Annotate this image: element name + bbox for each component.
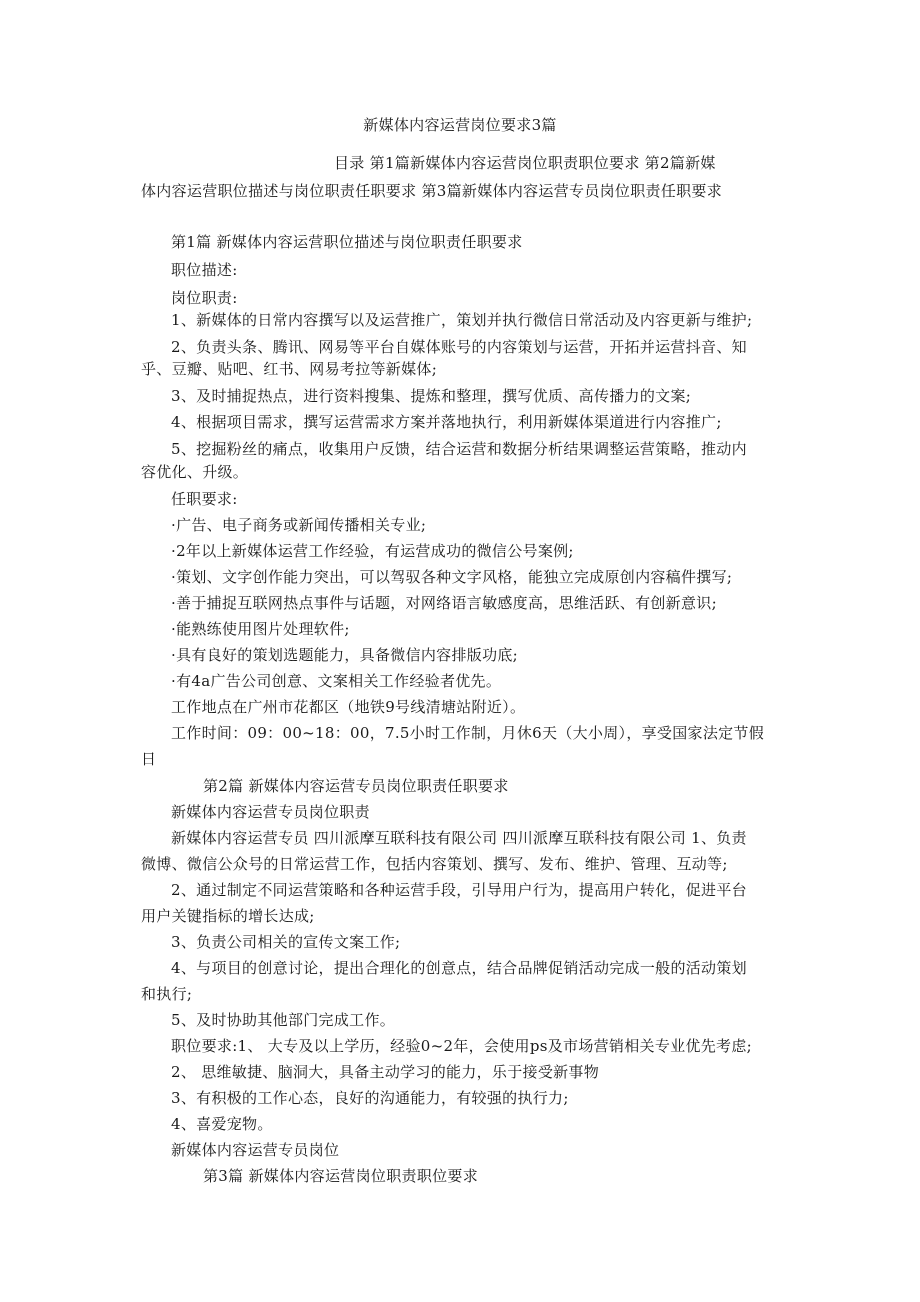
paragraph-line: 3、及时捕捉热点，进行资料搜集、提炼和整理，撰写优质、高传播力的文案;: [171, 387, 692, 405]
paragraph-line: 任职要求:: [171, 490, 238, 508]
paragraph-line: 乎、豆瓣、贴吧、红书、网易考拉等新媒体;: [141, 360, 438, 378]
document-title: 新媒体内容运营岗位要求3篇: [363, 116, 557, 134]
paragraph-line: ·有4a广告公司创意、文案相关工作经验者优先。: [171, 672, 502, 690]
section-2-heading: 第2篇 新媒体内容运营专员岗位职责任职要求: [203, 777, 509, 795]
toc-line-1: 目录 第1篇新媒体内容运营岗位职责职位要求 第2篇新媒: [334, 154, 716, 172]
paragraph-line: 4、与项目的创意讨论，提出合理化的创意点，结合品牌促销活动完成一般的活动策划: [171, 959, 747, 977]
paragraph-line: 2、 思维敏捷、脑洞大，具备主动学习的能力，乐于接受新事物: [171, 1063, 600, 1081]
paragraph-line: 容优化、升级。: [141, 463, 249, 481]
paragraph-line: 3、负责公司相关的宣传文案工作;: [171, 933, 401, 951]
paragraph-line: 3、有积极的工作心态，良好的沟通能力，有较强的执行力;: [171, 1089, 569, 1107]
paragraph-line: 新媒体内容运营专员岗位职责: [171, 803, 370, 821]
paragraph-line: 4、根据项目需求，撰写运营需求方案并落地执行，利用新媒体渠道进行内容推广;: [171, 413, 722, 431]
toc-line-2: 体内容运营职位描述与岗位职责任职要求 第3篇新媒体内容运营专员岗位职责任职要求: [141, 182, 723, 200]
paragraph-line: 职位描述:: [171, 261, 238, 279]
paragraph-line: 职位要求:1、 大专及以上学历，经验0~2年，会使用ps及市场营销相关专业优先考虑;: [171, 1037, 752, 1055]
paragraph-line: ·广告、电子商务或新闻传播相关专业;: [171, 516, 427, 534]
paragraph-line: 工作时间：09：00~18：00，7.5小时工作制，月休6天（大小周），享受国家法定节假: [171, 724, 765, 742]
paragraph-line: 用户关键指标的增长达成;: [141, 907, 315, 925]
paragraph-line: 和执行;: [141, 985, 193, 1003]
paragraph-line: ·善于捕捉互联网热点事件与话题，对网络语言敏感度高，思维活跃、有创新意识;: [171, 594, 717, 612]
paragraph-line: 4、喜爱宠物。: [171, 1115, 273, 1133]
paragraph-line: 岗位职责:: [171, 289, 238, 307]
section-3-heading: 第3篇 新媒体内容运营岗位职责职位要求: [203, 1167, 479, 1185]
paragraph-line: 日: [141, 750, 157, 768]
paragraph-line: ·能熟练使用图片处理软件;: [171, 620, 350, 638]
paragraph-line: ·具有良好的策划选题能力，具备微信内容排版功底;: [171, 646, 519, 664]
paragraph-line: 微博、微信公众号的日常运营工作，包括内容策划、撰写、发布、维护、管理、互动等;: [141, 855, 728, 873]
paragraph-line: 1、新媒体的日常内容撰写以及运营推广，策划并执行微信日常活动及内容更新与维护;: [171, 311, 753, 329]
paragraph-line: 新媒体内容运营专员 四川派摩互联科技有限公司 四川派摩互联科技有限公司 1、负责: [171, 829, 747, 847]
section-1-heading: 第1篇 新媒体内容运营职位描述与岗位职责任职要求: [171, 233, 523, 251]
paragraph-line: ·2年以上新媒体运营工作经验，有运营成功的微信公号案例;: [171, 542, 574, 560]
paragraph-line: 2、负责头条、腾讯、网易等平台自媒体账号的内容策划与运营，开拓并运营抖音、知: [171, 338, 747, 356]
paragraph-line: 5、挖掘粉丝的痛点，收集用户反馈，结合运营和数据分析结果调整运营策略，推动内: [171, 440, 747, 458]
paragraph-line: ·策划、文字创作能力突出，可以驾驭各种文字风格，能独立完成原创内容稿件撰写;: [171, 568, 733, 586]
paragraph-line: 工作地点在广州市花都区（地铁9号线清塘站附近）。: [171, 698, 526, 716]
paragraph-line: 新媒体内容运营专员岗位: [171, 1141, 340, 1159]
paragraph-line: 5、及时协助其他部门完成工作。: [171, 1011, 396, 1029]
paragraph-line: 2、通过制定不同运营策略和各种运营手段，引导用户行为，提高用户转化，促进平台: [171, 881, 747, 899]
